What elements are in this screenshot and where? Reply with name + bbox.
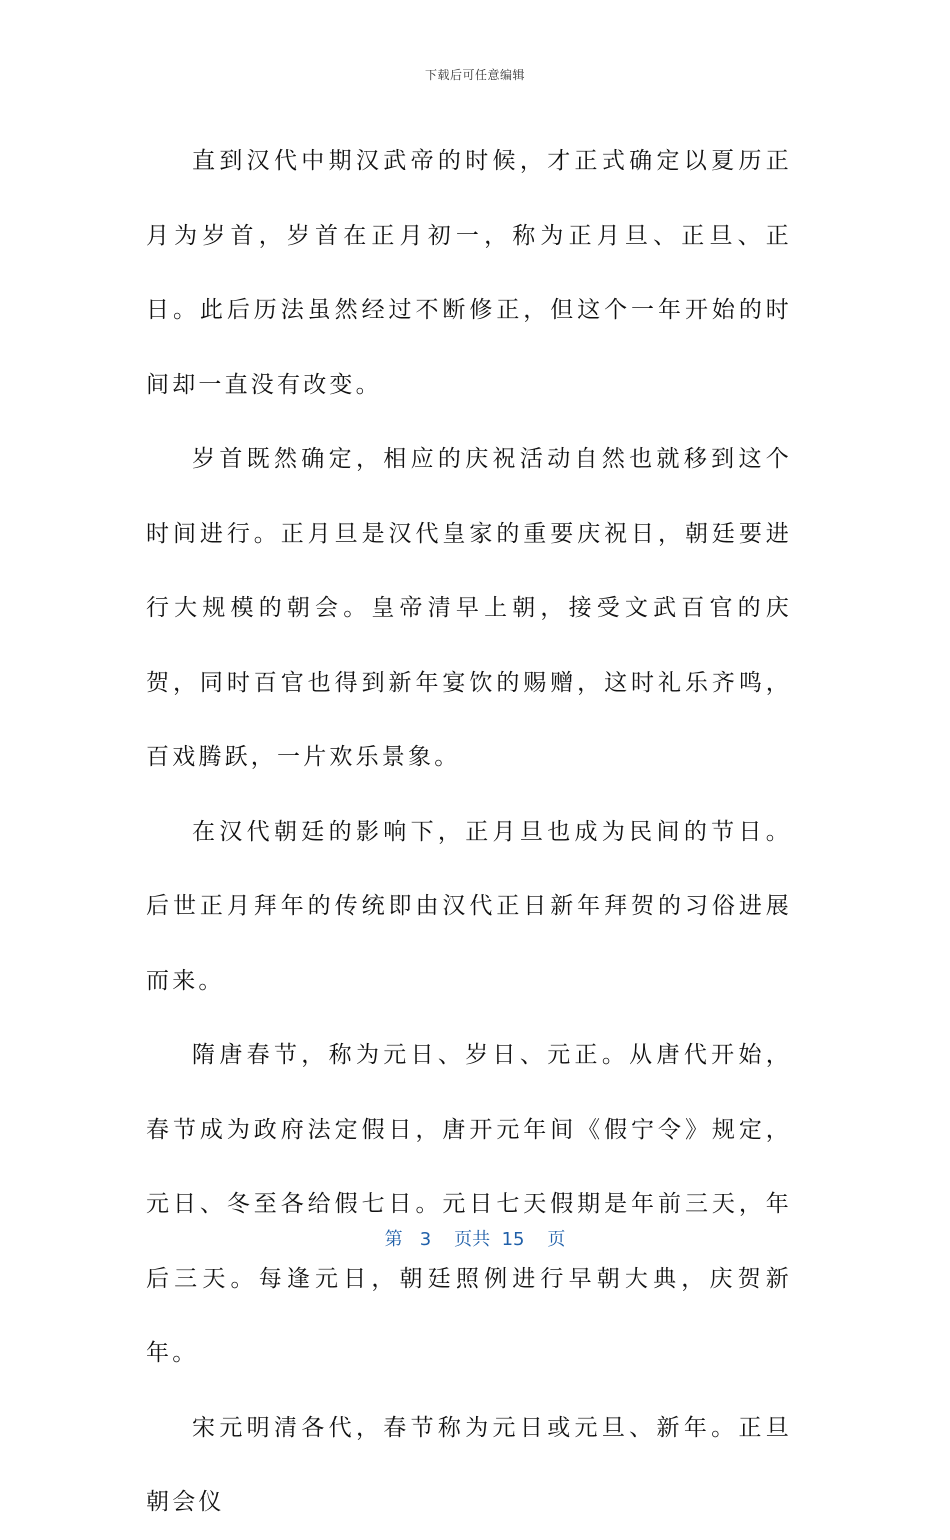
paragraph: 隋唐春节，称为元日、岁日、元正。从唐代开始，春节成为政府法定假日，唐开元年间《假宁令》规定，元日、冬至各给假七日。元日七天假期是年前三天，年后三天。每逢元日，朝廷照例进行早朝大典，庆贺新年。 — [146, 1042, 792, 1366]
page-header: 下载后可任意编辑 — [424, 68, 525, 82]
paragraph: 宋元明清各代，春节称为元日或元旦、新年。正旦朝会仪 — [146, 1414, 792, 1515]
paragraph: 直到汉代中期汉武帝的时候，才正式确定以夏历正月为岁首，岁首在正月初一，称为正月旦、正旦、正日。此后历法虽然经过不断修正，但这个一年开始的时间却一直没有改变。 — [146, 148, 792, 398]
paragraph: 岁首既然确定，相应的庆祝活动自然也就移到这个时间进行。正月旦是汉代皇家的重要庆祝日，朝廷要进行大规模的朝会。皇帝清早上朝，接受文武百官的庆贺，同时百官也得到新年宴饮的赐赠，这时礼乐齐鸣，百戏腾跃，一片欢乐景象。 — [146, 446, 792, 770]
document-body — [146, 124, 792, 1540]
footer-prefix: 第 — [384, 1229, 403, 1250]
footer-middle: 页共 — [454, 1229, 491, 1250]
page-footer — [0, 1225, 950, 1251]
total-page-count: 15 — [501, 1229, 525, 1250]
paragraph: 在汉代朝廷的影响下，正月旦也成为民间的节日。后世正月拜年的传统即由汉代正日新年拜贺的习俗进展而来。 — [146, 818, 792, 994]
footer-suffix: 页 — [547, 1229, 566, 1250]
current-page-number: 3 — [419, 1229, 432, 1250]
